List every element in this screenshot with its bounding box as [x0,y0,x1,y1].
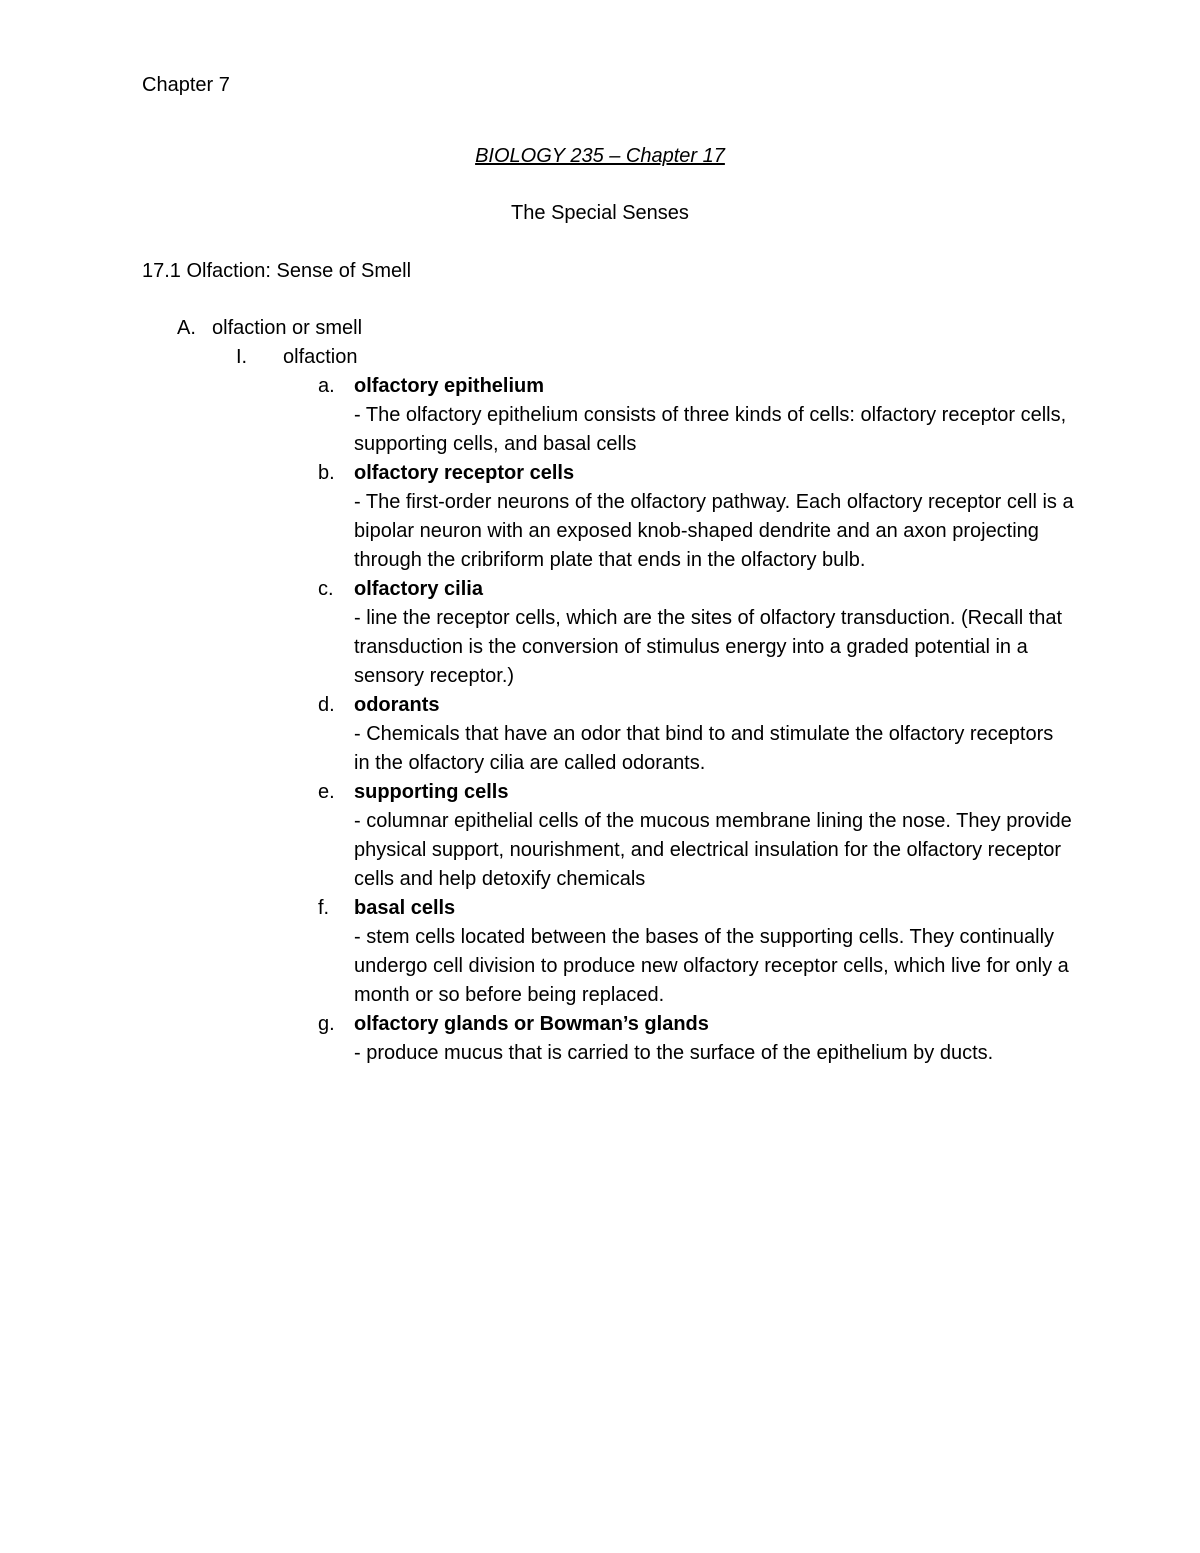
outline-marker: f. [318,897,330,919]
outline-marker: b. [318,462,335,484]
outline-marker: A. [177,317,196,339]
term-description: - Chemicals that have an odor that bind to and stimulate the olfactory receptors in the olfactory cilia are called odorants. [354,723,1054,774]
term-heading: odorants [354,694,440,716]
outline-item-g [0,1010,1200,1068]
term-heading: olfactory glands or Bowman’s glands [354,1013,709,1035]
term-heading: basal cells [354,897,456,919]
document-subtitle: The Special Senses [511,202,689,224]
term-heading: olfactory receptor cells [354,462,575,484]
outline-item-text: olfaction or smell [212,317,363,339]
term-heading: olfactory epithelium [354,375,545,397]
outline-item-d [0,691,1200,778]
outline-item-level2 [0,343,1200,372]
outline-item-body [354,575,1074,691]
term-description: - stem cells located between the bases of the supporting cells. They continually undergo cell division to produce new olfactory receptor cells, which live for only a month or so before being replaced. [354,926,1069,1006]
document-title: BIOLOGY 235 – Chapter 17 [475,145,725,167]
outline-item-body [354,691,1074,778]
term-description: - produce mucus that is carried to the surface of the epithelium by ducts. [354,1042,994,1064]
outline-item-level1 [0,314,1200,343]
outline-item-e [0,778,1200,894]
term-heading: supporting cells [354,781,509,803]
outline-item-body [354,1010,1074,1068]
outline-list [0,314,1200,1068]
outline-item-body [354,459,1074,575]
outline-item-body [354,372,1074,459]
outline-item-a [0,372,1200,459]
outline-item-f [0,894,1200,1010]
term-heading: olfactory cilia [354,578,483,600]
page-header: Chapter 7 [142,74,230,96]
outline-marker: a. [318,375,335,397]
term-description: - The first-order neurons of the olfactory pathway. Each olfactory receptor cell is a bipolar neuron with an exposed knob-shaped dendrite and an axon projecting through the cribriform plate that ends in the olfactory bulb. [354,491,1074,571]
term-description: - columnar epithelial cells of the mucous membrane lining the nose. They provide physical support, nourishment, and electrical insulation for the olfactory receptor cells and help detoxify chemicals [354,810,1072,890]
outline-marker: d. [318,694,335,716]
term-description: - The olfactory epithelium consists of three kinds of cells: olfactory receptor cells, supporting cells, and basal cells [354,404,1067,455]
outline-item-body [354,778,1074,894]
outline-marker: g. [318,1013,335,1035]
outline-item-c [0,575,1200,691]
outline-item-text: olfaction [283,346,358,368]
term-description: - line the receptor cells, which are the sites of olfactory transduction. (Recall that transduction is the conversion of stimulus energy into a graded potential in a sensory receptor.) [354,607,1063,687]
outline-item-b [0,459,1200,575]
outline-item-body [354,894,1074,1010]
outline-marker: I. [236,346,248,368]
outline-marker: e. [318,781,335,803]
section-heading: 17.1 Olfaction: Sense of Smell [142,260,412,282]
outline-marker: c. [318,578,334,600]
